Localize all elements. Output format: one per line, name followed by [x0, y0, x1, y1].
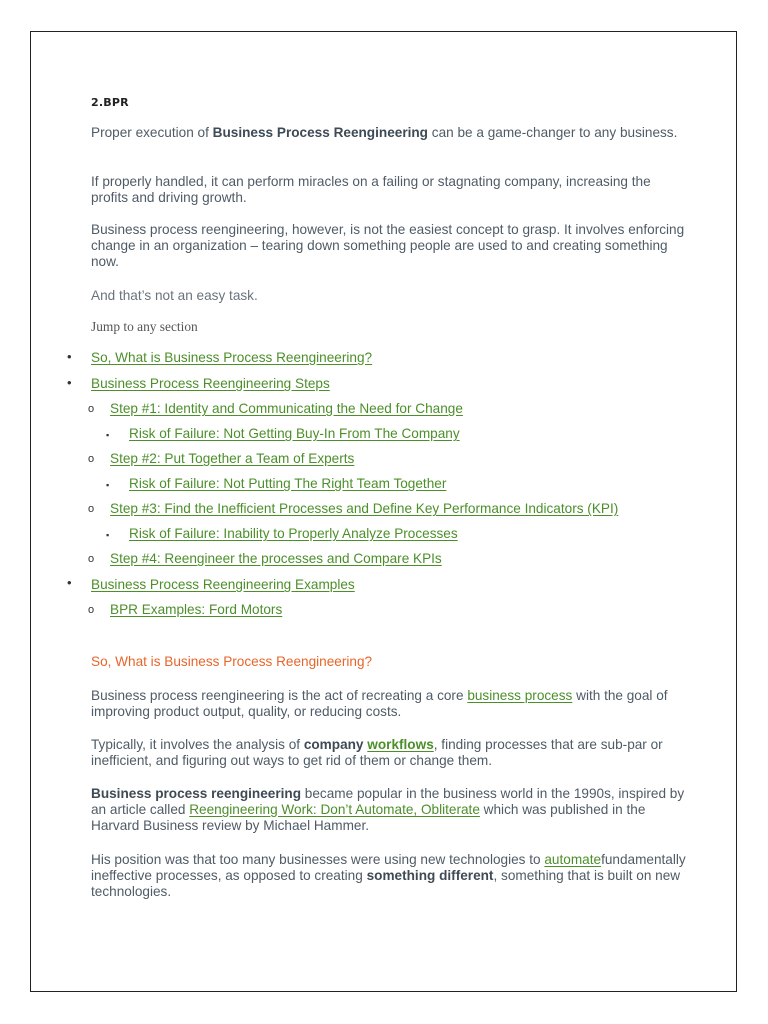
circle-bullet: [88, 553, 94, 565]
section-paragraph-3: [91, 786, 691, 834]
toc-link[interactable]: So, What is Business Process Reengineering?: [91, 350, 373, 365]
section-paragraph-2: [91, 737, 691, 769]
bold-term: Business process reengineering: [91, 786, 302, 801]
toc-link[interactable]: Business Process Reengineering Examples: [91, 577, 355, 592]
text-run: Proper execution of: [91, 125, 213, 140]
circle-bullet: [88, 453, 94, 465]
toc-link[interactable]: Business Process Reengineering Steps: [91, 376, 330, 391]
text-run: Business process reengineering is the act of recreating a core: [91, 688, 468, 703]
circle-bullet: [88, 503, 94, 515]
text-run: , finding processes that are sub-par or inefficient, and figuring out ways to get rid of them or change them.: [91, 737, 663, 768]
text-run: with the goal of improving product output, quality, or reducing costs.: [91, 688, 668, 719]
text-run: Typically, it involves the analysis of: [91, 737, 304, 752]
square-bullet: [106, 476, 109, 491]
disc-bullet: [67, 375, 72, 390]
automate-link[interactable]: automate: [544, 852, 602, 867]
intro-paragraph-3: Business process reengineering, however, is not the easiest concept to grasp. It involves enforcing change in an organization – tearing down something people are used to and creating something now.: [91, 222, 685, 269]
circle-bullet: [88, 604, 94, 616]
bold-term: Business Process Reengineering: [212, 125, 428, 140]
toc-item[interactable]: [129, 426, 460, 441]
disc-bullet: [67, 349, 72, 364]
section-heading: So, What is Business Process Reengineering?: [91, 654, 373, 669]
toc-item[interactable]: [91, 376, 330, 391]
text-run: fundamentally ineffective processes, as opposed to creating: [91, 852, 686, 883]
disc-bullet: [67, 575, 72, 590]
text-run: , something that is built on new technologies.: [91, 868, 681, 899]
toc-item[interactable]: [129, 526, 458, 541]
section-paragraph-1: [91, 688, 691, 720]
bold-term: something different: [366, 868, 494, 883]
intro-paragraph-1: [91, 125, 691, 141]
toc-link[interactable]: Risk of Failure: Inability to Properly Analyze Processes: [129, 526, 458, 541]
toc-item[interactable]: [110, 602, 282, 617]
intro-paragraph-2: If properly handled, it can perform miracles on a failing or stagnating company, increasing the profits and driving growth.: [91, 174, 651, 205]
toc-link[interactable]: Step #4: Reengineer the processes and Compare KPIs: [110, 551, 442, 566]
toc-item[interactable]: [110, 451, 354, 466]
text-run: can be a game-changer to any business.: [428, 125, 678, 140]
toc-item[interactable]: [91, 577, 355, 592]
toc-item[interactable]: [110, 551, 442, 566]
circle-bullet: [88, 403, 94, 415]
toc-item[interactable]: [91, 350, 372, 365]
square-bullet: [106, 426, 109, 441]
jump-to-section-label: Jump to any section: [91, 319, 198, 334]
toc-item[interactable]: [110, 501, 618, 516]
toc-item[interactable]: [129, 476, 446, 491]
page-heading: 2.BPR: [91, 96, 129, 109]
toc-item[interactable]: [110, 401, 463, 416]
workflows-link[interactable]: workflows: [367, 737, 434, 752]
text-run: His position was that too many businesses were using new technologies to: [91, 852, 545, 867]
square-bullet: [106, 526, 109, 541]
section-paragraph-4: [91, 852, 691, 900]
toc-link[interactable]: BPR Examples: Ford Motors: [110, 602, 283, 617]
business-process-link[interactable]: business process: [467, 688, 573, 703]
toc-link[interactable]: Step #1: Identity and Communicating the Need for Change: [110, 401, 463, 416]
article-link[interactable]: Reengineering Work: Don’t Automate, Obliterate: [189, 802, 480, 817]
toc-link[interactable]: Risk of Failure: Not Getting Buy-In From The Company: [129, 426, 460, 441]
toc-link[interactable]: Step #2: Put Together a Team of Experts: [110, 451, 355, 466]
toc-link[interactable]: Risk of Failure: Not Putting The Right Team Together: [129, 476, 447, 491]
toc-link[interactable]: Step #3: Find the Inefficient Processes and Define Key Performance Indicators (KPI): [110, 501, 619, 516]
intro-paragraph-4: And that’s not an easy task.: [91, 288, 258, 303]
text-run: became popular in the business world in the 1990s, inspired by an article called: [91, 786, 685, 817]
document-page: [30, 31, 737, 992]
text-run: which was published in the Harvard Business review by Michael Hammer.: [91, 802, 646, 833]
bold-term: company: [303, 737, 364, 752]
